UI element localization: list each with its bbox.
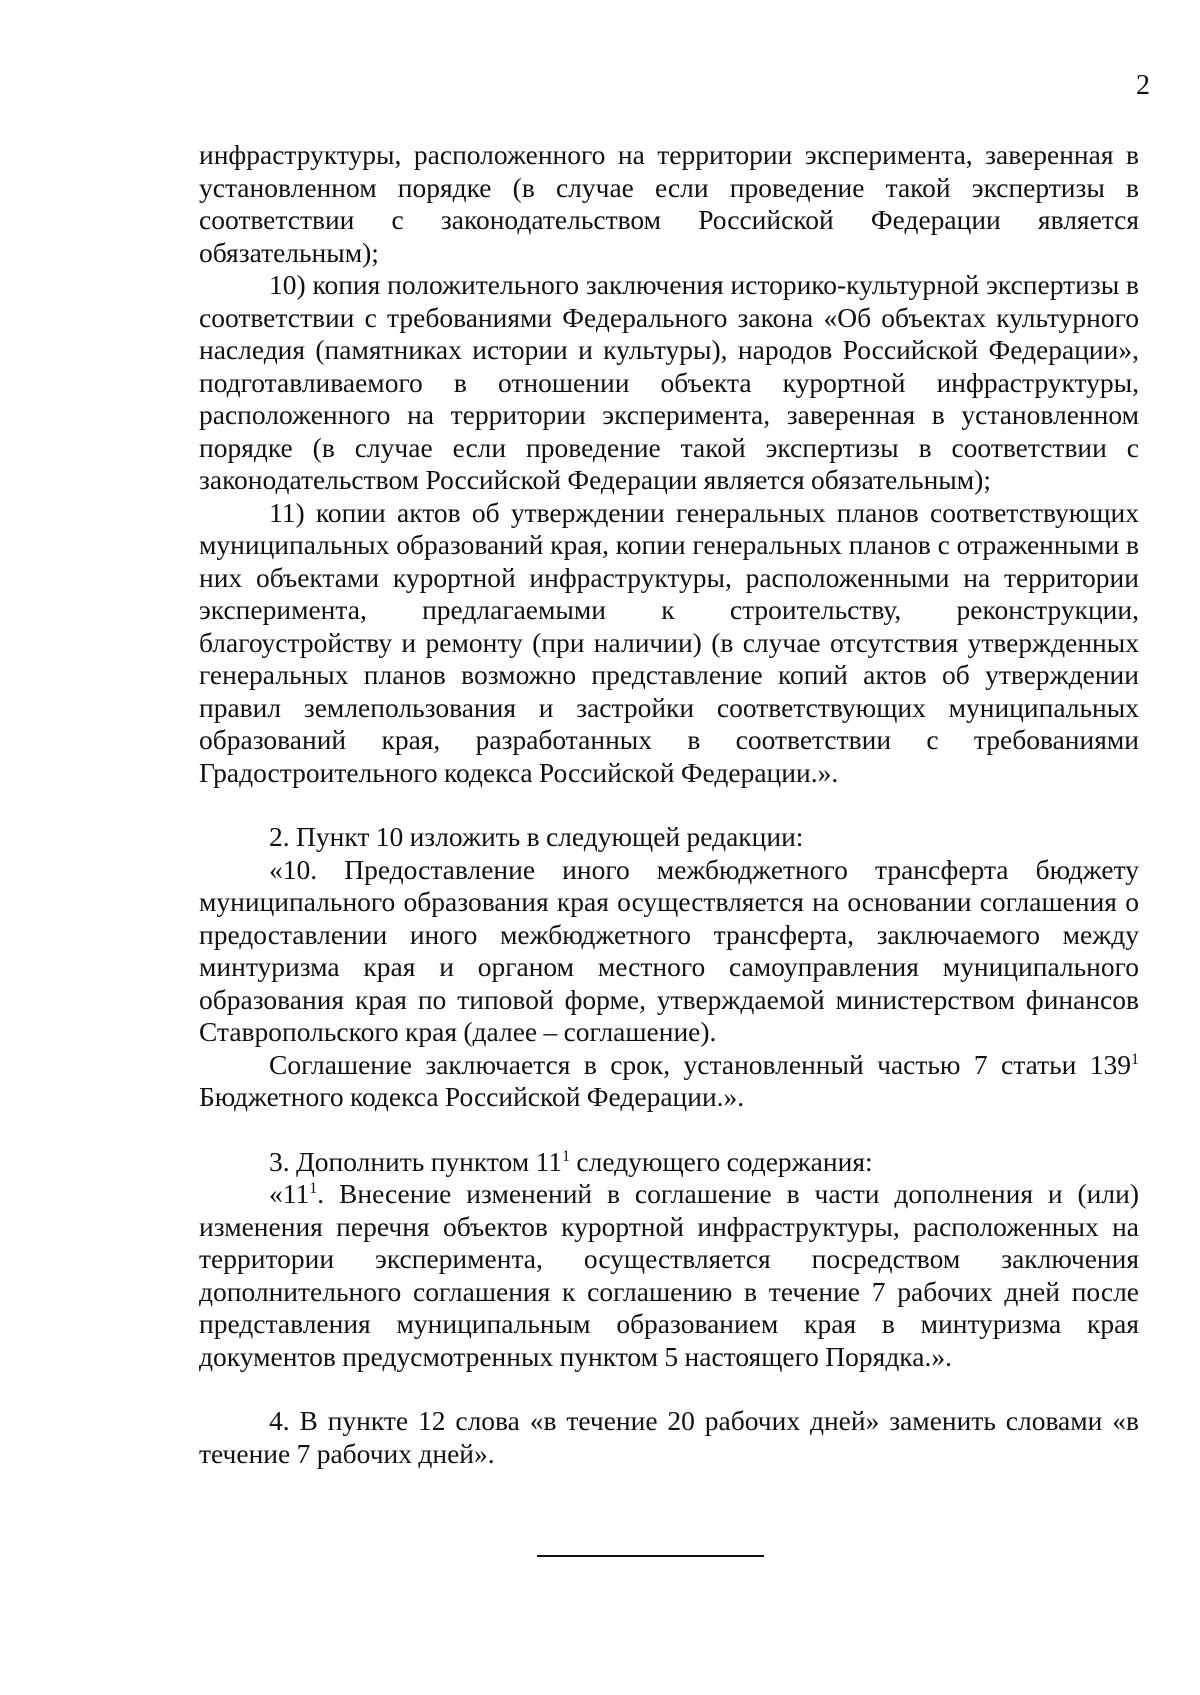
amendment-3-heading-text: 3. Дополнить пунктом 11: [269, 1145, 563, 1177]
point-superscript: 1: [562, 1147, 571, 1165]
amendment-3-heading-end: следующего содержания:: [570, 1145, 873, 1177]
paragraph-amendment-3-text: [199, 1178, 1139, 1373]
amendment-3-number: «11: [269, 1178, 310, 1209]
paragraph-item-11: 11) копии актов об утверждении генеральных планов соответствующих муниципальных образований края, копии генеральных планов с отраженными в них объектами курортной инфраструктуры, расположенными на территории эксперимента, предлагаемыми к строительству, реконструкции, благоустройству и ремонту (при наличии) (в случае отсутствия утвержденных генеральных планов возможно представление копий актов об утверждении правил землепользования и застройки соответствующих муниципальных образований края, разработанных в соответствии с требованиями Градостроительного кодекса Российской Федерации.».: [199, 496, 1139, 788]
page-number: 2: [1136, 70, 1150, 101]
agreement-term-code: Бюджетного кодекса Российской Федерации.».: [199, 1081, 745, 1112]
document-body: [199, 139, 1139, 1470]
paragraph-amendment-2-heading: 2. Пункт 10 изложить в следующей редакции:: [269, 821, 804, 852]
paragraph-agreement-term: [199, 1049, 1139, 1114]
agreement-term-text: Соглашение заключается в срок, установленный частью 7 статьи 139: [269, 1048, 1131, 1080]
amendment-3-body: . Внесение изменений в соглашение в части дополнения и (или) изменения перечня объектов курортной инфраструктуры, расположенных на территории эксперимента, осуществляется посредством заключения дополнительного соглашения к соглашению в течение 7 рабочих дней после представления муниципальным образованием края в минтуризма края документов предусмотренных пунктом 5 настоящего Порядка.».: [199, 1178, 1139, 1372]
article-superscript: 1: [1131, 1050, 1139, 1068]
paragraph-item-10: 10) копия положительного заключения историко-культурной экспертизы в соответствии с требованиями Федерального закона «Об объектах культурного наследия (памятниках истории и культуры), народов Российской Федерации», подготавливаемого в отношении объекта курортной инфраструктуры, расположенного на территории эксперимента, заверенная в установленном порядке (в случае если проведение такой экспертизы в соответствии с законодательством Российской Федерации является обязательным);: [199, 269, 1139, 495]
paragraph-amendment-4: 4. В пункте 12 слова «в течение 20 рабочих дней» заменить словами «в течение 7 рабочих дней».: [199, 1405, 1139, 1469]
amendment-3-superscript: 1: [309, 1179, 318, 1197]
paragraph-amendment-2-text: «10. Предоставление иного межбюджетного трансферта бюджету муниципального образования края осуществляется на основании соглашения о предоставлении иного межбюджетного трансферта, заключаемого между минтуризма края и органом местного самоуправления муниципального образования края по типовой форме, утверждаемой министерством финансов Ставропольского края (далее – соглашение).: [199, 853, 1139, 1047]
closing-rule: [537, 1555, 764, 1557]
paragraph-amendment-3-heading: [199, 1146, 1139, 1179]
paragraph-continuation: инфраструктуры, расположенного на территории эксперимента, заверенная в установленном порядке (в случае если проведение такой экспертизы в соответствии с законодательством Российской Федерации является обязательным);: [199, 139, 1139, 268]
